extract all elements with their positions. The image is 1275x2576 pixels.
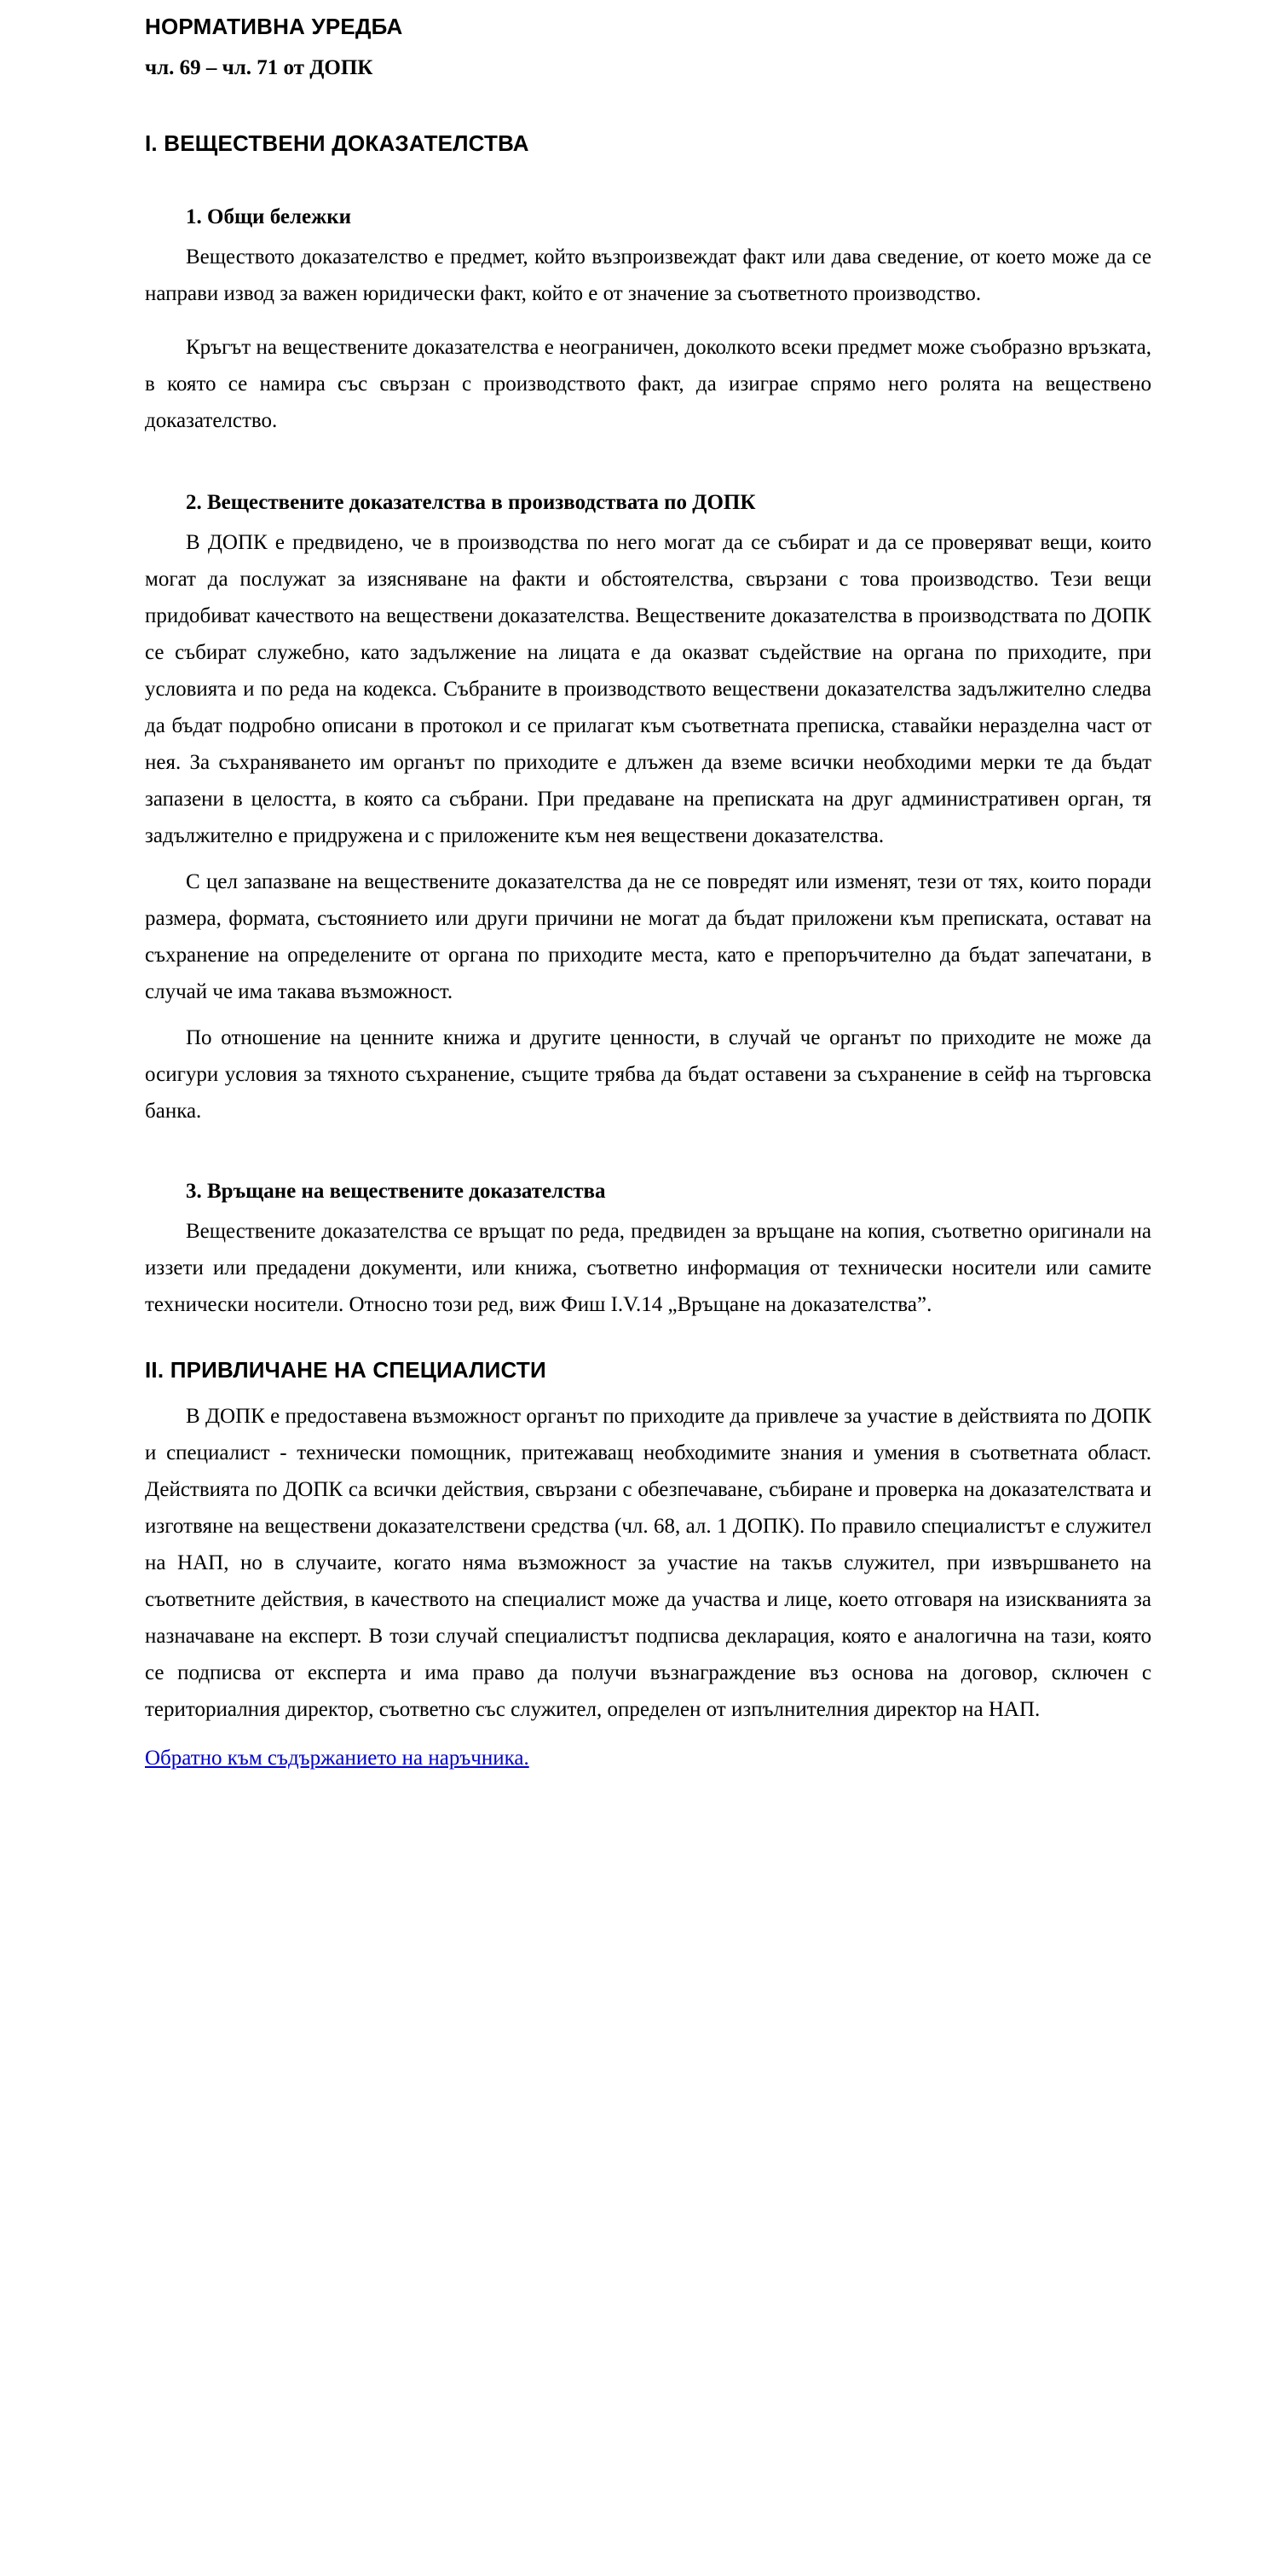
paragraph: В ДОПК е предвидено, че в производства по него могат да се събират и да се проверяват вещи, които могат да послужат за изясняване на факти и обстоятелства, свързани с това производство. Тези вещи придобиват качеството на веществени доказателства. Веществените доказателства в производствата по ДОПК се събират служебно, като задължение на лицата е да оказват съдействие на органа по приходите, при условията и по реда на кодекса. Събраните в производството веществени доказателства задължително следва да бъдат подробно описани в протокол и се прилагат към съответната преписка, ставайки неразделна част от нея. За съхраняването им органът по приходите е длъжен да вземе всички необходими мерки те да бъдат запазени в целостта, в която са събрани. При предаване на преписката на друг административен орган, тя задължително е придружена и с приложените към нея веществени доказателства. — [145, 531, 1151, 847]
back-to-contents-link[interactable]: Обратно към съдържанието на наръчника. — [145, 1747, 529, 1770]
document-subtitle: чл. 69 – чл. 71 от ДОПК — [145, 56, 373, 79]
paragraph: По отношение на ценните книжа и другите ценности, в случай че органът по приходите не може да осигури условия за тяхното съхранение, същите трябва да бъдат оставени за съхранение в сейф на търговска банка. — [145, 1026, 1151, 1123]
document-title: НОРМАТИВНА УРЕДБА — [145, 14, 403, 39]
section-heading-2: II. ПРИВЛИЧАНЕ НА СПЕЦИАЛИСТИ — [145, 1357, 546, 1383]
subsection-heading-1-2: 2. Веществените доказателства в производствата по ДОПК — [186, 491, 756, 514]
section-heading-1: I. ВЕЩЕСТВЕНИ ДОКАЗАТЕЛСТВА — [145, 130, 529, 156]
paragraph: Кръгът на веществените доказателства е неограничен, доколкото всеки предмет може съобразно връзката, в която се намира със свързан с производството факт, да изиграе спрямо него ролята на веществено доказателство. — [145, 336, 1151, 432]
footer — [145, 1728, 1151, 1776]
subsection-heading-1-1: 1. Общи бележки — [186, 205, 352, 228]
paragraph: В ДОПК е предоставена възможност органът по приходите да привлече за участие в действията по ДОПК и специалист - технически помощник, притежаващ необходимите знания и умения в съответната област. Действията по ДОПК са всички действия, свързани с обезпечаване, събиране и проверка на доказателствата и изготвяне на веществени доказателствени средства (чл. 68, ал. 1 ДОПК). По правило специалистът е служител на НАП, но в случаите, когато няма възможност за участие на такъв служител, при извършването на съответните действия, в качеството на специалист може да участва и лице, което отговаря на изискванията за назначаване на експерт. В този случай специалистът подписва декларация, която е аналогична на тази, която се подписва от експерта и има право да получи възнаграждение въз основа на договор, сключен с териториалния директор, съответно със служител, определен от изпълнителния директор на НАП. — [145, 1405, 1151, 1721]
paragraph: Веществените доказателства се връщат по реда, предвиден за връщане на копия, съответно оригинали на иззети или предадени документи, или книжа, съответно информация от технически носители или самите технически носители. Относно този ред, виж Фиш I.V.14 „Връщане на доказателства”. — [145, 1220, 1151, 1316]
paragraph: С цел запазване на веществените доказателства да не се повредят или изменят, тези от тях, които поради размера, формата, състоянието или други причини не могат да бъдат приложени към преписката, остават на съхранение на определените от органа по приходите места, като е препоръчително да бъдат запечатани, в случай че има такава възможност. — [145, 870, 1151, 1003]
subsection-heading-1-3: 3. Връщане на веществените доказателства — [186, 1180, 606, 1203]
paragraph: Веществото доказателство е предмет, който възпроизвеждат факт или дава сведение, от което може да се направи извод за важен юридически факт, който е от значение за съответното производство. — [145, 245, 1151, 305]
